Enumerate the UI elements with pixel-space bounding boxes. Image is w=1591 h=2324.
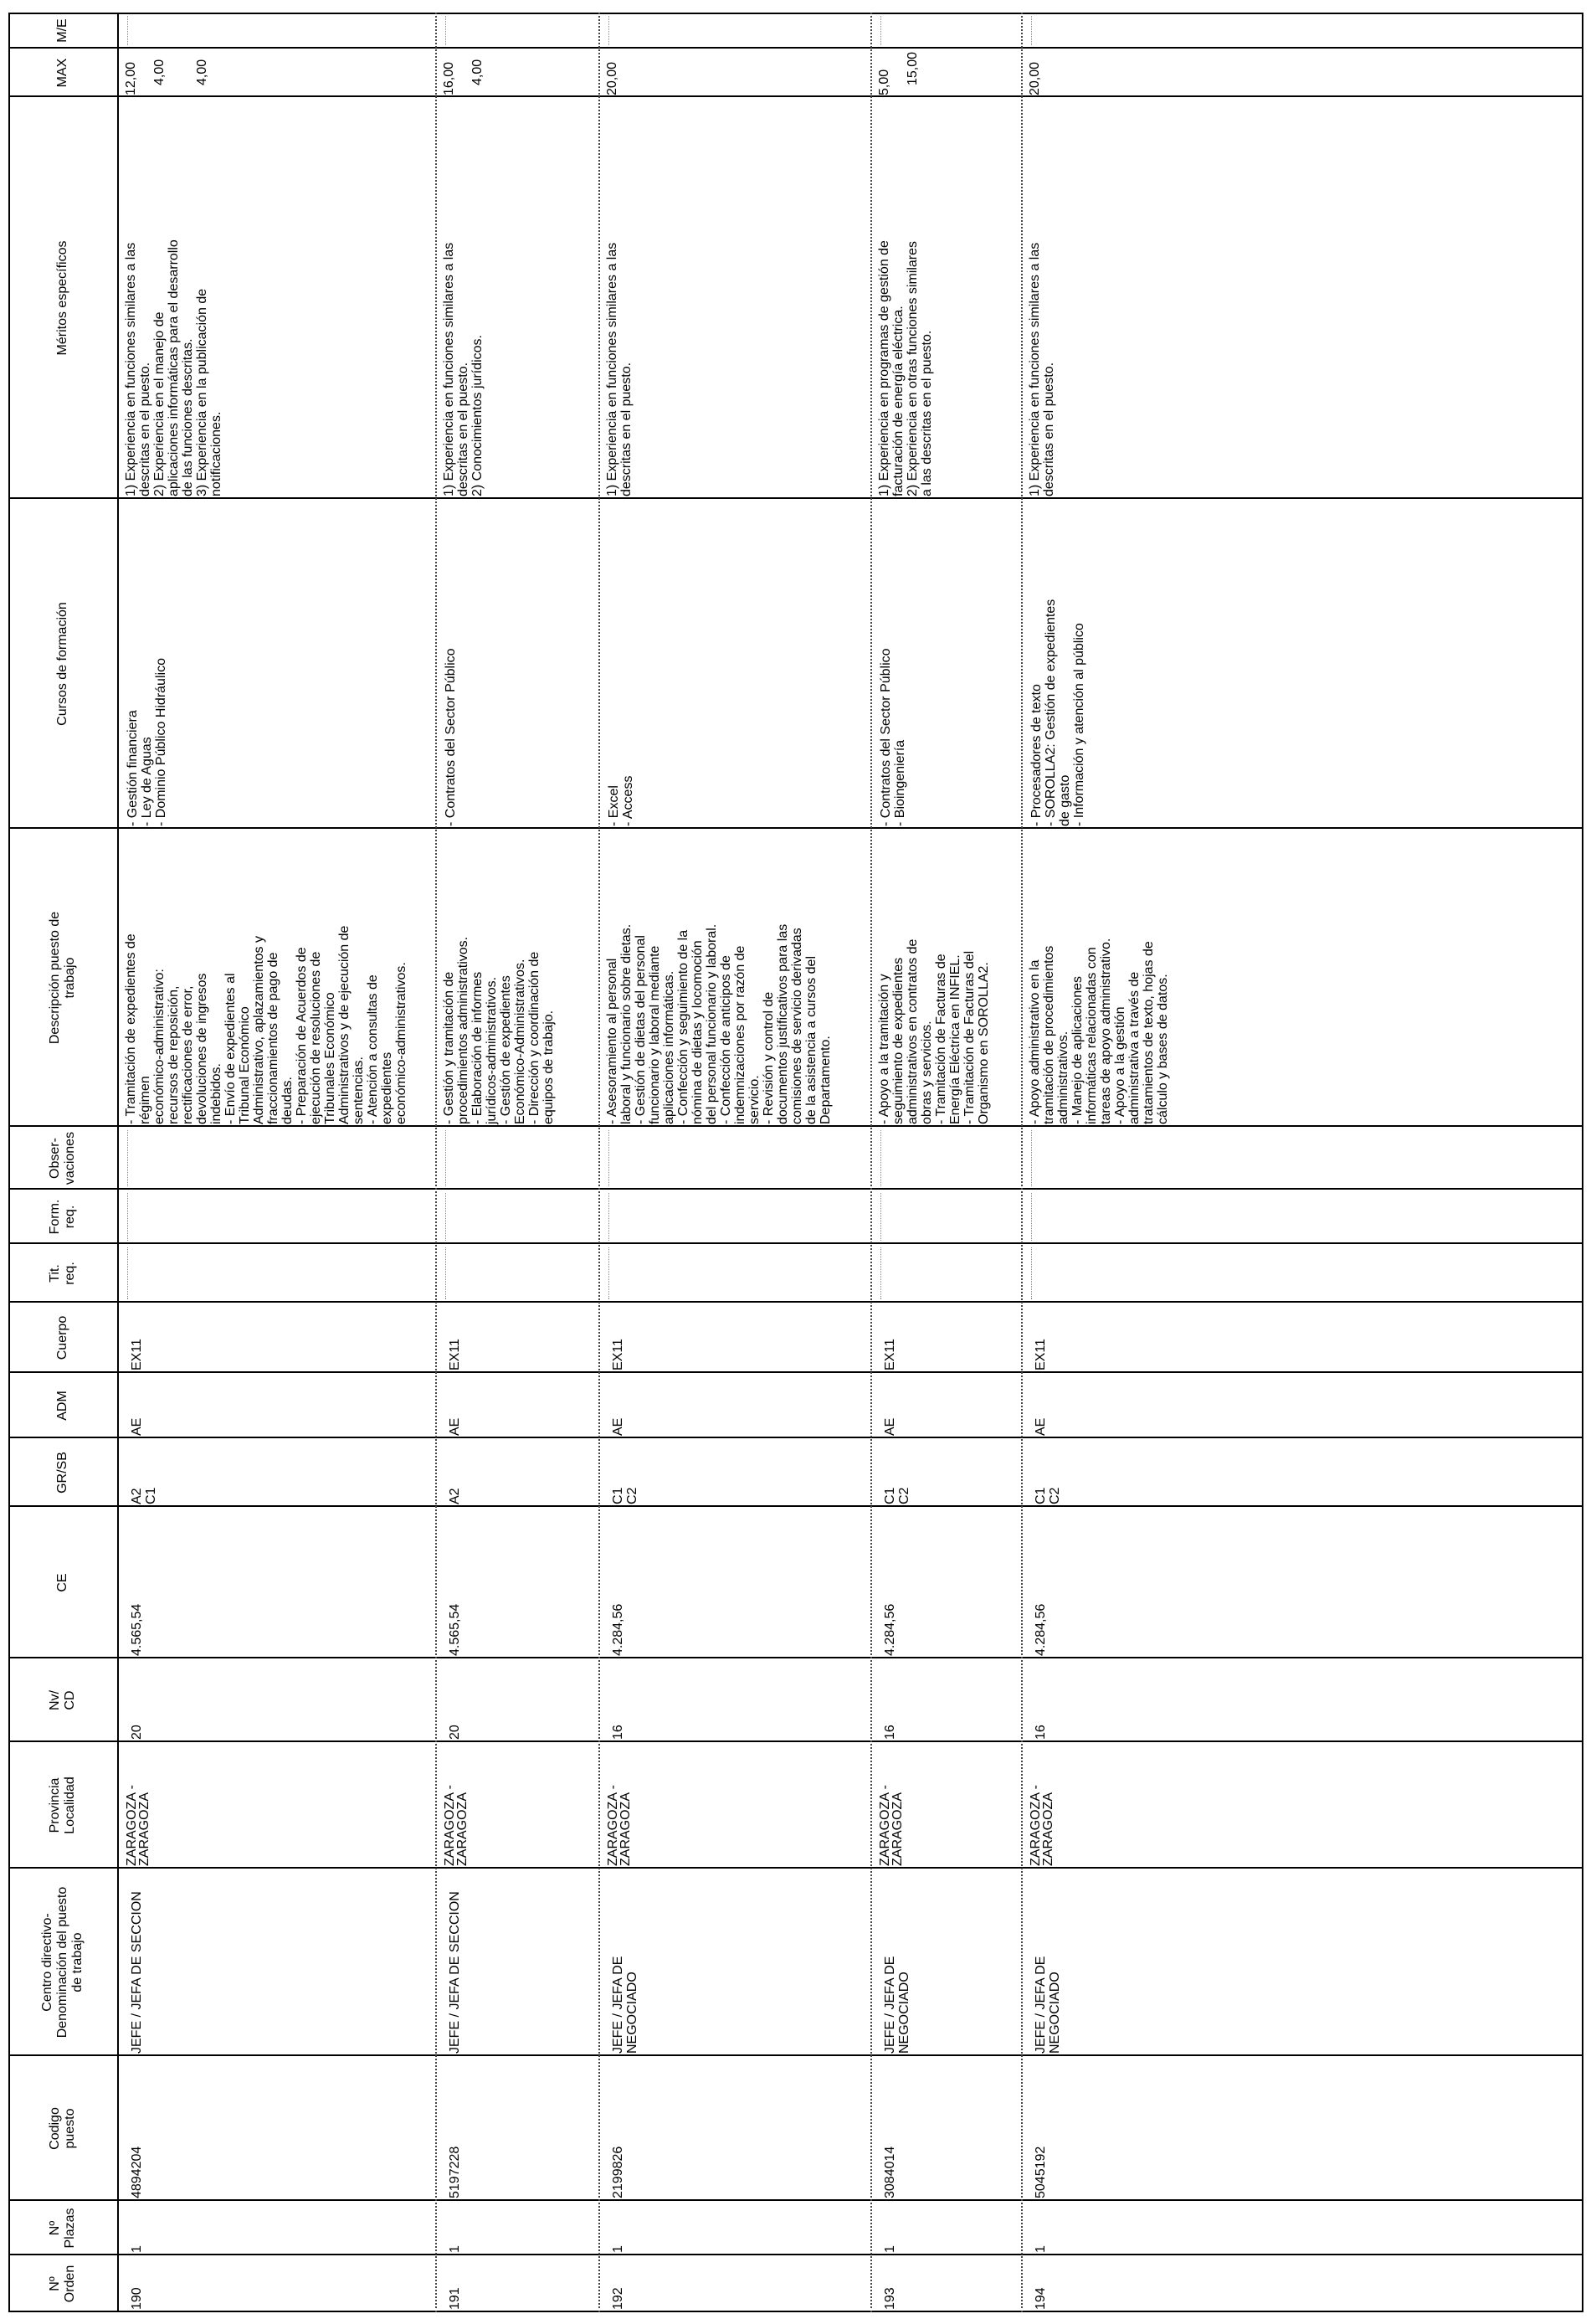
header-nivel: Nv/ CD	[48, 1690, 77, 1710]
cell-descripcion: - Asesoramiento al personal laboral y funcionario sobre dietas. - Gestión de dietas del personal funcionario y laboral mediante aplicaciones informáticas. - Confección y seguimiento de la nómina de dietas y locomoción del personal funcionario y laboral. - Confección de anticipos de indemnizaciones por razón de servicio. - Revisión y control de documentos justificativos para las comisiones de servicio derivadas de la asistencia a cursos del Departamento.	[605, 923, 833, 1124]
cell-codigo: 3084014	[883, 2146, 897, 2198]
header-orden: Nº Orden	[48, 2265, 77, 2303]
empty-cell-obs	[608, 1130, 609, 1186]
cell-provincia: ZARAGOZA - ZARAGOZA	[1029, 1785, 1055, 1866]
empty-cell-tit	[127, 1247, 128, 1299]
row-separator	[1021, 13, 1023, 2312]
header-gr: GR/SB	[55, 1452, 69, 1494]
cell-adm: AE	[1034, 1417, 1048, 1436]
cell-descripcion: - Tramitación de expedientes de régimen económico-administrativo: recursos de reposición, rectificaciones de error, devoluciones de ingresos indebidos. - Envío de expedientes al Tribunal Económico Administrativo, aplazamientos y fraccionamientos de pago de deudas. - Preparación de Acuerdos de ejecución de resoluciones de Tribunales Económico Administrativos y de ejecución de sentencias. - Atención a consultas de expedientes económico-administrativos.	[124, 925, 408, 1124]
cell-centro: JEFE / JEFA DE SECCION	[448, 1891, 462, 2054]
header-provincia: Provincia Localidad	[48, 1776, 77, 1834]
empty-cell-tit	[1031, 1247, 1032, 1299]
header-me: M/E	[55, 18, 69, 43]
empty-cell-obs	[880, 1130, 881, 1186]
cell-codigo: 2199826	[611, 2146, 625, 2198]
column-divider-provincia	[8, 1867, 1583, 1869]
empty-cell-me	[608, 16, 609, 45]
empty-cell-tit	[445, 1247, 446, 1299]
cell-max-value: 4,00	[152, 59, 167, 85]
cell-max-value: 12,00	[124, 61, 138, 95]
column-divider-tit	[8, 1301, 1583, 1303]
header-plazas: Nº Plazas	[48, 2208, 77, 2249]
cell-meritos: 1) Experiencia en funciones similares a las descritas en el puesto.	[1028, 242, 1056, 496]
cell-codigo: 5045192	[1034, 2146, 1048, 2198]
cell-cursos: - Procesadores de texto - SOROLLA2: Gestión de expedientes de gasto - Información y atención al público	[1029, 599, 1086, 826]
cell-ce: 4.284,56	[611, 1603, 625, 1656]
header-descripcion: Descripción puesto de trabajo	[48, 911, 77, 1045]
cell-max-value: 5,00	[877, 69, 891, 95]
column-divider-max	[8, 95, 1583, 97]
cell-plazas: 1	[448, 2245, 462, 2253]
cell-descripcion: - Apoyo administrativo en la tramitación de procedimientos administrativos. - Manejo de aplicaciones informáticas relacionadas con tareas de apoyo administrativo. - Apoyo a la gestión administrativa a través de tratamientos de texto, hojas de cálculo y bases de datos.	[1028, 938, 1170, 1124]
cell-adm: AE	[448, 1417, 462, 1436]
cell-codigo: 5197228	[448, 2146, 462, 2198]
empty-cell-form	[445, 1193, 446, 1241]
cell-descripcion: - Gestión y tramitación de procedimientos administrativos. - Elaboración de informes jurídicos-administrativos. - Gestión de expedientes Económico-Administrativos. - Dirección y coordinación de equipos de trabajo.	[442, 936, 556, 1124]
cell-adm: AE	[611, 1417, 625, 1436]
column-divider-cuerpo	[8, 1371, 1583, 1373]
header-max: MAX	[55, 58, 69, 88]
cell-meritos: 1) Experiencia en funciones similares a las descritas en el puesto. 2) Experiencia en el manejo de aplicaciones informáticas para el desarrollo de las funciones descritas. 3) Experiencia en la publicación de notificaciones.	[124, 239, 223, 496]
cell-nivel: 20	[130, 1725, 144, 1740]
empty-cell-form	[127, 1193, 128, 1241]
cell-plazas: 1	[1034, 2245, 1048, 2253]
cell-ce: 4.565,54	[130, 1603, 144, 1656]
cell-meritos: 1) Experiencia en funciones similares a las descritas en el puesto. 2) Conocimientos jurídicos.	[442, 242, 485, 496]
cell-cursos: - Gestión financiera - Ley de Aguas - Dominio Público Hidráulico	[126, 658, 168, 826]
cell-provincia: ZARAGOZA - ZARAGOZA	[125, 1785, 151, 1866]
column-divider-obs	[8, 1188, 1583, 1190]
column-divider-codigo	[8, 2199, 1583, 2201]
header-form: Form. req.	[48, 1199, 77, 1235]
row-separator	[870, 13, 872, 2312]
empty-cell-tit	[880, 1247, 881, 1299]
cell-centro: JEFE / JEFA DE SECCION	[130, 1891, 144, 2054]
cell-orden: 191	[448, 2287, 462, 2310]
cell-adm: AE	[883, 1417, 897, 1436]
empty-cell-form	[608, 1193, 609, 1241]
cell-plazas: 1	[611, 2245, 625, 2253]
header-meritos: Méritos específicos	[55, 240, 69, 356]
column-divider-ce	[8, 1657, 1583, 1658]
cell-nivel: 16	[883, 1725, 897, 1740]
column-divider-gr	[8, 1505, 1583, 1507]
cell-orden: 190	[130, 2287, 144, 2310]
cell-max-value: 16,00	[442, 61, 456, 95]
row-separator	[598, 13, 600, 2312]
header-centro: Centro directivo- Denominación del puesto de trabajo	[40, 1886, 85, 2039]
cell-meritos: 1) Experiencia en funciones similares a las descritas en el puesto.	[605, 242, 634, 496]
column-divider-centro	[8, 2054, 1583, 2056]
row-separator	[435, 13, 437, 2312]
header-cuerpo: Cuerpo	[55, 1315, 69, 1360]
cell-max-value: 20,00	[605, 61, 619, 95]
empty-cell-obs	[1031, 1130, 1032, 1186]
cell-max-value: 20,00	[1028, 61, 1042, 95]
cell-gr: C1 C2	[1034, 1487, 1062, 1504]
cell-ce: 4.565,54	[448, 1603, 462, 1656]
cell-centro: JEFE / JEFA DE NEGOCIADO	[611, 1956, 639, 2054]
column-divider-meritos	[8, 497, 1583, 499]
empty-cell-obs	[127, 1130, 128, 1186]
column-divider-plazas	[8, 2254, 1583, 2255]
column-divider-adm	[8, 1437, 1583, 1438]
table-frame	[8, 13, 1583, 2312]
cell-nivel: 16	[611, 1725, 625, 1740]
cell-centro: JEFE / JEFA DE NEGOCIADO	[1034, 1956, 1062, 2054]
empty-cell-form	[1031, 1193, 1032, 1241]
cell-cuerpo: EX11	[883, 1339, 897, 1370]
header-adm: ADM	[55, 1391, 69, 1421]
cell-plazas: 1	[883, 2245, 897, 2253]
header-obs: Obser- vaciones	[48, 1131, 77, 1185]
cell-provincia: ZARAGOZA - ZARAGOZA	[878, 1785, 905, 1866]
header-tit: Tit. req.	[48, 1262, 77, 1285]
cell-cursos: - Excel - Access	[607, 775, 635, 826]
header-ce: CE	[55, 1573, 69, 1592]
header-divider	[117, 13, 119, 2312]
cell-centro: JEFE / JEFA DE NEGOCIADO	[883, 1956, 911, 2054]
cell-ce: 4.284,56	[883, 1603, 897, 1656]
cell-max-value: 4,00	[195, 59, 209, 85]
cell-max-value: 4,00	[470, 59, 485, 85]
cell-cuerpo: EX11	[1034, 1339, 1048, 1370]
empty-cell-me	[880, 16, 881, 45]
cell-codigo: 4894204	[130, 2146, 144, 2198]
column-divider-nivel	[8, 1740, 1583, 1742]
cell-gr: C1 C2	[883, 1487, 911, 1504]
empty-cell-obs	[445, 1130, 446, 1186]
cell-meritos: 1) Experiencia en programas de gestión de facturación de energía eléctrica. 2) Experiencia en otras funciones similares a las descritas en el puesto.	[877, 240, 934, 496]
header-codigo: Codigo puesto	[48, 2107, 77, 2150]
cell-ce: 4.284,56	[1034, 1603, 1048, 1656]
cell-orden: 194	[1034, 2287, 1048, 2310]
cell-adm: AE	[130, 1417, 144, 1436]
cell-nivel: 20	[448, 1725, 462, 1740]
cell-max-value: 15,00	[906, 51, 920, 85]
empty-cell-me	[1031, 16, 1032, 45]
column-divider-me	[8, 47, 1583, 49]
cell-gr: A2	[448, 1488, 462, 1504]
column-divider-form	[8, 1242, 1583, 1244]
cell-orden: 192	[611, 2287, 625, 2310]
empty-cell-me	[445, 16, 446, 45]
cell-orden: 193	[883, 2287, 897, 2310]
empty-cell-tit	[608, 1247, 609, 1299]
cell-cuerpo: EX11	[130, 1339, 144, 1370]
empty-cell-form	[880, 1193, 881, 1241]
cell-cuerpo: EX11	[611, 1339, 625, 1370]
cell-cursos: - Contratos del Sector Público	[444, 648, 458, 826]
cell-gr: C1 C2	[611, 1487, 639, 1504]
cell-cursos: - Contratos del Sector Público - Bioingeniería	[879, 648, 907, 826]
cell-gr: A2 C1	[130, 1487, 158, 1504]
header-cursos: Cursos de formación	[55, 602, 69, 726]
empty-cell-me	[127, 16, 128, 45]
cell-descripcion: - Apoyo a la tramitación y seguimiento de expedientes administrativos en contratos de obras y servicios. - Tramitación de Facturas de Energía Eléctrica en INFIEL. - Tramitación de Facturas del Organismo en SOROLLA2.	[877, 938, 991, 1124]
cell-provincia: ZARAGOZA - ZARAGOZA	[443, 1785, 470, 1866]
cell-plazas: 1	[130, 2245, 144, 2253]
cell-provincia: ZARAGOZA - ZARAGOZA	[606, 1785, 633, 1866]
cell-cuerpo: EX11	[448, 1339, 462, 1370]
cell-nivel: 16	[1034, 1725, 1048, 1740]
